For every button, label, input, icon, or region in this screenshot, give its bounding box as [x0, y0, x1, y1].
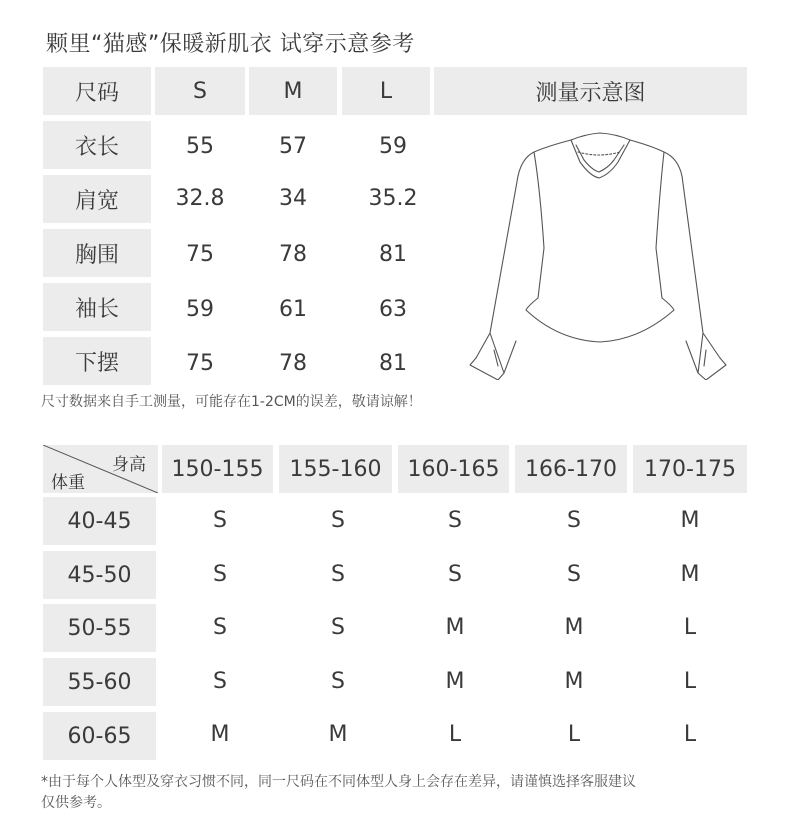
size-header-s: S — [155, 67, 245, 115]
size-value: 81 — [379, 242, 407, 267]
weight-label: 40-45 — [43, 497, 156, 545]
fit-value: L — [683, 722, 697, 747]
fit-corner-height-label: 身高 — [112, 455, 146, 475]
weight-label: 60-65 — [43, 712, 156, 760]
fit-value: S — [331, 562, 345, 587]
fit-value: S — [213, 508, 227, 533]
fit-value: S — [567, 562, 581, 587]
weight-label: 55-60 — [43, 658, 156, 706]
fit-value: L — [567, 722, 581, 747]
height-header: 155-160 — [279, 445, 392, 493]
size-value: 63 — [379, 297, 407, 322]
page-title: 颗里“猫感”保暖新肌衣 试穿示意参考 — [46, 32, 415, 57]
fit-value: S — [448, 562, 462, 587]
footnote-line-2: 仅供参考。 — [41, 795, 111, 811]
height-header: 150-155 — [162, 445, 273, 493]
height-header: 160-165 — [398, 445, 509, 493]
fit-value: S — [213, 669, 227, 694]
fit-value: S — [331, 615, 345, 640]
footnote-line-1: *由于每个人体型及穿衣习惯不同，同一尺码在不同体型人身上会存在差异，请谨慎选择客服建议 — [41, 774, 636, 790]
fit-value: M — [445, 669, 465, 694]
size-header-l: L — [342, 67, 430, 115]
row-label-length: 衣长 — [43, 121, 151, 169]
size-corner-label: 尺码 — [43, 67, 151, 115]
garment-sketch — [468, 128, 730, 380]
size-value: 75 — [186, 242, 214, 267]
fit-value: S — [331, 508, 345, 533]
size-value: 57 — [279, 134, 307, 159]
size-value: 61 — [279, 297, 307, 322]
fit-value: M — [210, 722, 230, 747]
fit-value: M — [680, 508, 700, 533]
diagram-header: 测量示意图 — [434, 67, 747, 115]
fit-value: M — [564, 669, 584, 694]
size-value: 81 — [379, 351, 407, 376]
fit-value: S — [213, 562, 227, 587]
row-label-shoulder: 肩宽 — [43, 175, 151, 223]
fit-value: S — [448, 508, 462, 533]
weight-label: 50-55 — [43, 604, 156, 652]
size-value: 34 — [279, 186, 307, 211]
weight-label: 45-50 — [43, 551, 156, 599]
fit-corner-weight-label: 体重 — [51, 473, 85, 493]
fit-value: L — [683, 615, 697, 640]
size-value: 55 — [186, 134, 214, 159]
size-value: 59 — [186, 297, 214, 322]
size-value: 59 — [379, 134, 407, 159]
height-header: 166-170 — [515, 445, 627, 493]
fit-value: S — [213, 615, 227, 640]
fit-value: L — [448, 722, 462, 747]
size-value: 75 — [186, 351, 214, 376]
size-value: 78 — [279, 351, 307, 376]
row-label-sleeve: 袖长 — [43, 283, 151, 331]
fit-value: M — [564, 615, 584, 640]
fit-value: M — [680, 562, 700, 587]
size-value: 32.8 — [175, 186, 225, 211]
fit-value: S — [331, 669, 345, 694]
height-header: 170-175 — [633, 445, 747, 493]
fit-value: M — [445, 615, 465, 640]
size-value: 35.2 — [368, 186, 418, 211]
size-value: 78 — [279, 242, 307, 267]
row-label-chest: 胸围 — [43, 229, 151, 277]
row-label-hem: 下摆 — [43, 337, 151, 385]
fit-value: S — [567, 508, 581, 533]
fit-value: M — [328, 722, 348, 747]
fit-value: L — [683, 669, 697, 694]
size-header-m: M — [249, 67, 337, 115]
size-disclaimer: 尺寸数据来自手工测量，可能存在1-2CM的误差，敬请谅解！ — [41, 394, 422, 410]
